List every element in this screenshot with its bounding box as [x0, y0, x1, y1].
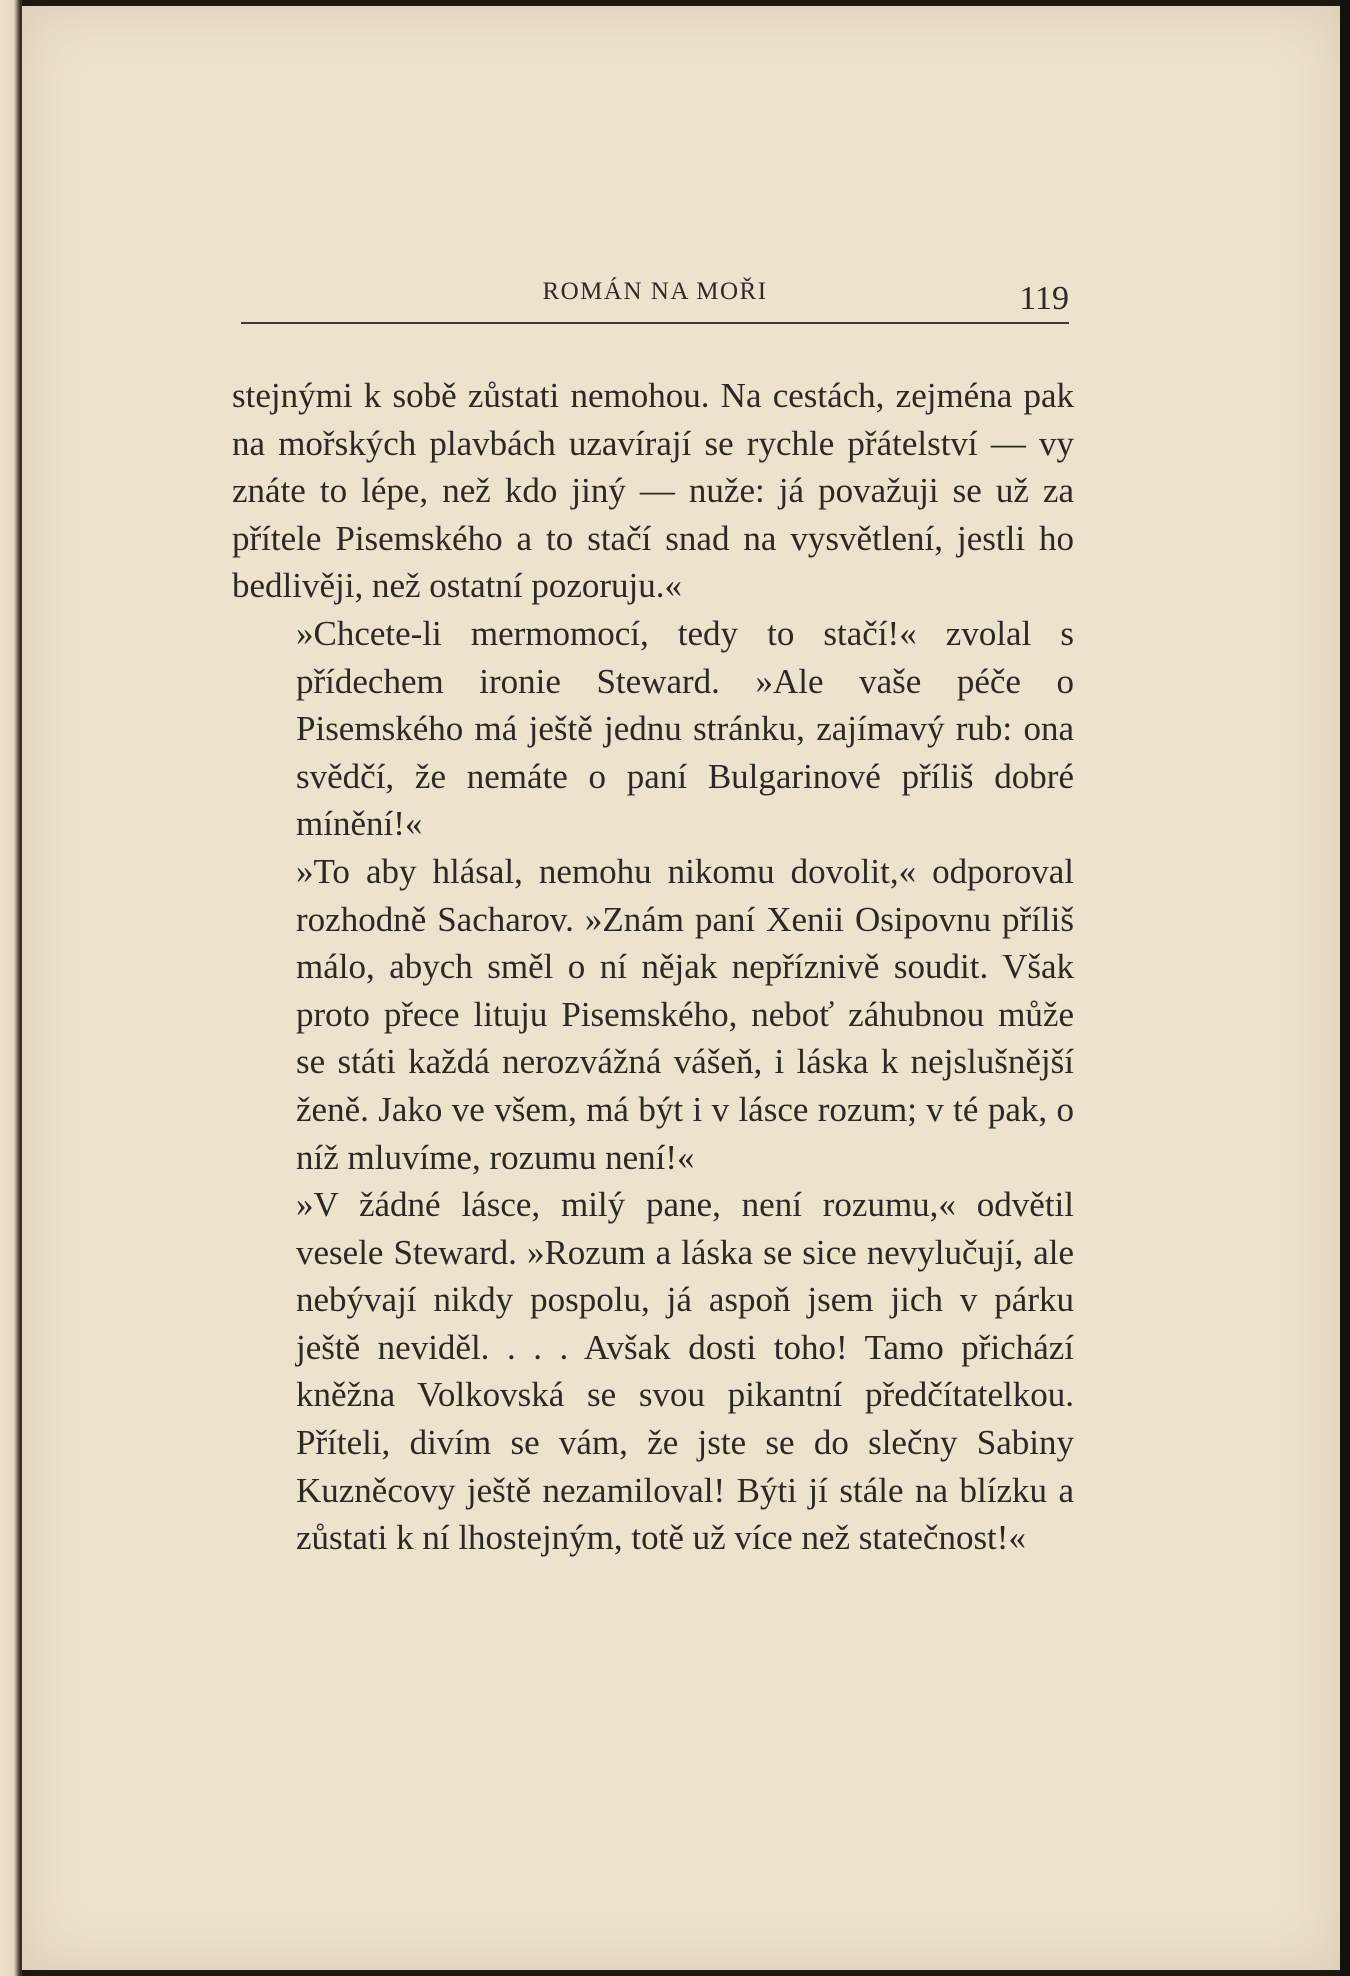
book-gutter [0, 0, 22, 1976]
body-text [232, 372, 1074, 1562]
paragraph-1: stejnými k sobě zůstati nemohou. Na cestách, zejména pak na mořských plavbách uzavírají se rychle přátelství — vy znáte to lépe, než kdo jiný — nuže: já považuji se už za přítele Pisemského a to stačí snad na vysvětlení, jestli ho bedlivěji, než ostatní pozoruju.« [232, 376, 1074, 606]
page-number: 119 [1019, 280, 1069, 317]
paragraph-2: »Chcete-li mermomocí, tedy to stačí!« zvolal s přídechem ironie Steward. »Ale vaše péče o Pisemského má ještě jednu stránku, zajímavý rub: ona svědčí, že nemáte o paní Bulgarinové příliš dobré mínění!« [296, 613, 1074, 844]
paragraph-3: »To aby hlásal, nemohu nikomu dovolit,« odporoval rozhodně Sacharov. »Znám paní Xenii Osipovnu příliš málo, abych směl o ní nějak nepříznivě soudit. Však proto přece lituju Pisemského, neboť záhubnou může se státi každá nerozvážná vášeň, i láska k nejslušnější ženě. Jako ve všem, má být i v lásce rozum; v té pak, o níž mluvíme, rozumu není!« [296, 851, 1074, 1177]
running-title: ROMÁN NA MOŘI [542, 278, 768, 305]
page-edge-shadow [1340, 0, 1350, 1976]
page-header [241, 272, 1069, 324]
paragraph-4: »V žádné lásce, milý pane, není rozumu,« odvětil vesele Steward. »Rozum a láska se sice nevylučují, ale nebývají nikdy pospolu, já aspoň jsem jich v párku ještě neviděl. . . . Avšak dosti toho! Tamo přichází kněžna Volkovská se svou pikantní předčítatelkou. Příteli, divím se vám, že jste se do slečny Sabiny Kuzněcovy ještě nezamiloval! Býti jí stále na blízku a zůstati k ní lhostejným, totě už více než statečnost!« [296, 1185, 1074, 1558]
